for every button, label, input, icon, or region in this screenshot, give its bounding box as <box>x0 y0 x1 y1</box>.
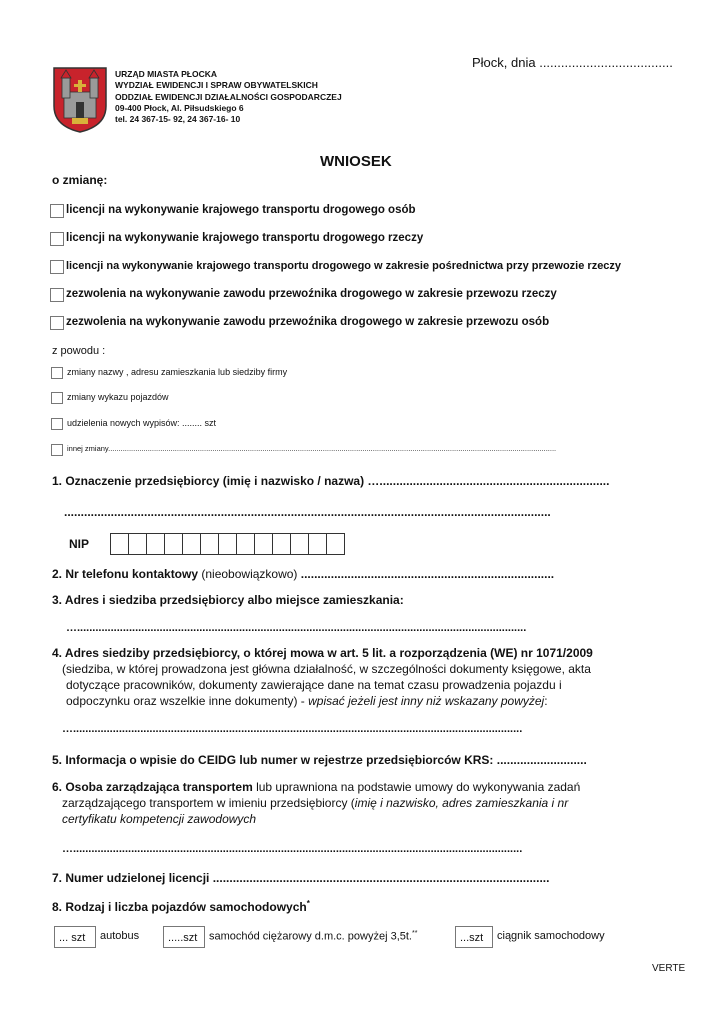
section-8 <box>52 899 310 914</box>
change-option-label: licencji na wykonywanie krajowego transportu drogowego osób <box>66 204 416 216</box>
nip-digit-cell[interactable] <box>165 534 183 554</box>
section-2 <box>52 567 672 581</box>
reason-checkbox[interactable] <box>51 444 63 456</box>
nip-digit-cell[interactable] <box>129 534 147 554</box>
nip-digit-cell[interactable] <box>147 534 165 554</box>
section-6-line-2 <box>62 796 568 810</box>
nip-digit-cell[interactable] <box>273 534 291 554</box>
office-line: tel. 24 367-15- 92, 24 367-16- 10 <box>115 114 241 125</box>
reason-intro: z powodu : <box>52 345 106 357</box>
city-crest <box>52 66 108 134</box>
nip-digit-cell[interactable] <box>219 534 237 554</box>
change-option-label: licencji na wykonywanie krajowego transportu drogowego w zakresie pośrednictwa przy przewozie rzeczy <box>66 260 622 272</box>
change-intro: o zmianę: <box>52 173 108 187</box>
section-6-line[interactable]: …................................................................................................................................................... <box>62 843 523 855</box>
change-checkbox[interactable] <box>50 316 64 330</box>
section-2-optional: (nieobowiązkowo) <box>198 567 301 581</box>
office-line: 09-400 Płock, Al. Piłsudskiego 6 <box>115 102 244 113</box>
bus-quantity-field[interactable]: ... szt <box>54 926 96 948</box>
truck-label: samochód ciężarowy d.m.c. powyżej 3,5t. <box>209 930 412 943</box>
tractor-label: ciągnik samochodowy <box>497 930 605 942</box>
section-4-text-line <box>66 694 548 708</box>
section-4-colon: : <box>544 694 548 708</box>
section-2-label: 2. Nr telefonu kontaktowy <box>52 567 199 581</box>
reason-option-label: udzielenia nowych wypisów: ........ szt <box>67 418 217 428</box>
reason-checkbox[interactable] <box>51 418 63 430</box>
section-3-line[interactable]: …................................................................................................................................................... <box>66 622 527 634</box>
section-8-footnote-mark: * <box>306 899 310 908</box>
section-4-text: dotyczące pracowników, dokumenty zawierające dane na temat czasu prowadzenia pojazdu i <box>66 678 562 692</box>
change-checkbox[interactable] <box>50 204 64 218</box>
nip-digit-cell[interactable] <box>183 534 201 554</box>
office-address <box>115 69 342 125</box>
section-6-note: imię i nazwisko, adres zamieszkania i nr <box>354 796 569 810</box>
truck-footnote-mark: ** <box>411 930 418 937</box>
truck-quantity-field[interactable]: .....szt <box>163 926 205 948</box>
nip-digit-cell[interactable] <box>327 534 344 554</box>
office-line: WYDZIAŁ EWIDENCJI I SPRAW OBYWATELSKICH <box>115 80 318 91</box>
nip-digit-cell[interactable] <box>291 534 309 554</box>
section-4-note: wpisać jeżeli jest inny niż wskazany powyżej <box>308 694 545 708</box>
section-4-line[interactable]: …................................................................................................................................................... <box>62 723 523 735</box>
section-8-label: 8. Rodzaj i liczba pojazdów samochodowych <box>52 900 307 914</box>
section-7-label: 7. Numer udzielonej licencji ..................................................................................................... <box>52 871 550 885</box>
tractor-quantity-field[interactable]: ...szt <box>455 926 493 948</box>
change-checkbox[interactable] <box>50 288 64 302</box>
change-option-label: licencji na wykonywanie krajowego transportu drogowego rzeczy <box>66 232 424 244</box>
nip-input[interactable] <box>110 533 345 555</box>
change-option-label: zezwolenia na wykonywanie zawodu przewoźnika drogowego w zakresie przewozu rzeczy <box>66 288 557 300</box>
section-5-label: 5. Informacja o wpisie do CEIDG lub numer w rejestrze przedsiębiorców KRS: ........................... <box>52 753 587 767</box>
place-date: Płock, dnia ..................................... <box>472 55 673 70</box>
reason-checkbox[interactable] <box>51 392 63 404</box>
nip-digit-cell[interactable] <box>111 534 129 554</box>
section-6-text: zarządzającego transportem w imieniu przedsiębiorcy ( <box>62 796 355 810</box>
section-2-line[interactable]: ............................................................................ <box>300 567 555 581</box>
reason-checkbox[interactable] <box>51 367 63 379</box>
section-4-text: odpoczynku oraz wszelkie inne dokumenty) - <box>66 694 309 708</box>
section-6-note: certyfikatu kompetencji zawodowych <box>62 812 257 826</box>
change-checkbox[interactable] <box>50 260 64 274</box>
nip-digit-cell[interactable] <box>201 534 219 554</box>
section-4-text: (siedziba, w której prowadzona jest główna działalność, w szczególności dokumenty księgowe, akta <box>62 662 591 676</box>
nip-digit-cell[interactable] <box>255 534 273 554</box>
bus-label: autobus <box>100 930 140 942</box>
reason-option-label: innej zmiany....................................................................................................................................................................................................................... <box>67 444 557 453</box>
nip-digit-cell[interactable] <box>309 534 327 554</box>
section-1-line[interactable]: .................................................................................................................................................. <box>64 505 551 519</box>
section-6-label: 6. Osoba zarządzająca transportem <box>52 780 253 794</box>
reason-option-label: zmiany wykazu pojazdów <box>67 392 169 402</box>
nip-digit-cell[interactable] <box>237 534 255 554</box>
section-6-line-1 <box>52 780 580 794</box>
reason-option-label: zmiany nazwy , adresu zamieszkania lub siedziby firmy <box>67 367 288 377</box>
verte-footer: VERTE <box>652 963 686 974</box>
section-3-label: 3. Adres i siedziba przedsiębiorcy albo miejsce zamieszkania: <box>52 593 404 607</box>
section-1-label: 1. Oznaczenie przedsiębiorcy (imię i nazwisko / nazwa) …..................................................................... <box>52 474 610 488</box>
office-line: ODDZIAŁ EWIDENCJI DZIAŁALNOŚCI GOSPODARCZEJ <box>115 91 342 102</box>
truck-row <box>209 930 417 943</box>
office-line: URZĄD MIASTA PŁOCKA <box>115 69 217 79</box>
document-title: WNIOSEK <box>320 153 392 170</box>
change-checkbox[interactable] <box>50 232 64 246</box>
section-4-label: 4. Adres siedziby przedsiębiorcy, o której mowa w art. 5 lit. a rozporządzenia (WE) nr 1071/2009 <box>52 646 593 660</box>
nip-label: NIP <box>69 537 90 551</box>
change-option-label: zezwolenia na wykonywanie zawodu przewoźnika drogowego w zakresie przewozu osób <box>66 316 550 328</box>
section-6-text: lub uprawniona na podstawie umowy do wykonywania zadań <box>252 780 581 794</box>
